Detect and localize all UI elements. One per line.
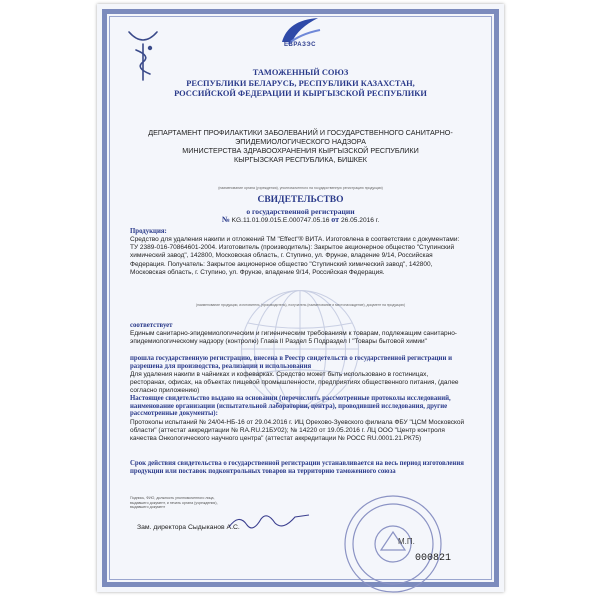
signature-fine-line: выдавшего документ xyxy=(130,505,166,509)
registration-heading: прошла государственную регистрацию, внесена в Реестр свидетельств о государственной регистрации и разрешена для производства, реализации и использования xyxy=(130,355,453,370)
basis-text: Протоколы испытаний № 24/04-НБ-16 от 29.04.2016 г. ИЦ Орехово-Зуевского филиала ФБУ "ЦСМ Московской области" (аттестат аккредитации № RA.RU.21БУ02); № 14220 от 19.05.2016 г. ЛЦ ООО "Центр контроля качества Онкологического научного центра" (аттестат аккредитации № РОСС RU.0001.21.РК75) xyxy=(130,419,465,443)
product-text: Средство для удаления накипи и отложений ТМ "Effect"® ВИТА. Изготовлена в соответствии с документами: ТУ 2389-016-70864601-2004. Изготовитель (производитель): Закрытое акционерное общество "Ступинский химический завод", 142800, Московская область, г. Ступино, ул. Фрунзе, владение 9/14, Российская Федерация. Получатель: Закрытое акционерное общество "Ступинский химический завод", 142800, Московская область, г. Ступино, ул. Фрунзе, владение 9/14, Российская Федерация. xyxy=(130,236,460,276)
signature-fine-line: выдавшего документ, и печать органа (учреждения), xyxy=(130,500,218,505)
department-line: ДЕПАРТАМЕНТ ПРОФИЛАКТИКИ ЗАБОЛЕВАНИЙ И ГОСУДАРСТВЕННОГО САНИТАРНО- xyxy=(148,128,453,137)
union-line: ТАМОЖЕННЫЙ СОЮЗ xyxy=(252,68,349,77)
department-line: МИНИСТЕРСТВА ЗДРАВООХРАНЕНИЯ КЫРГЫЗСКОЙ РЕСПУБЛИКИ xyxy=(182,146,419,155)
logo-text: ЕВРАЗЭС xyxy=(283,42,316,48)
compliance-text: Единым санитарно-эпидемиологическим и гигиеническим требованиям к товарам, подлежащим санитарно-эпидемиологическому надзору (контролю) Глава II Раздел 5 Подраздел I "Товары бытовой химии" xyxy=(130,330,457,346)
validity-text: Срок действия свидетельства о государственной регистрации устанавливается на весь период изготовления продукции или поставок подконтрольных товаров на территорию таможенного союза xyxy=(130,460,464,475)
department-line: ЭПИДЕМИОЛОГИЧЕСКОГО НАДЗОРА xyxy=(235,137,366,146)
basis-heading: Настоящее свидетельство выдано на основании (перечислить рассмотренные протоколы исследований, наименование организации (испытательной лаборатории, центра), проводившей исследования, другие рассмотренные документы): xyxy=(130,395,451,417)
department-block xyxy=(131,128,470,164)
registration-date: 26.05.2016 г. xyxy=(340,217,380,224)
certificate-title: СВИДЕТЕЛЬСТВО xyxy=(257,195,344,205)
compliance-heading: соответствует xyxy=(130,322,173,329)
product-heading: Продукция: xyxy=(130,228,167,235)
product-fine-print: (наименование продукции, изготовитель (производитель), получатель (наименование и местонахождение), документ на продукцию) xyxy=(195,303,406,307)
union-line: РОССИЙСКОЙ ФЕДЕРАЦИИ И КЫРГЫЗСКОЙ РЕСПУБЛИКИ xyxy=(174,89,427,98)
certificate-sheet xyxy=(97,4,504,592)
official-seal-icon xyxy=(341,492,445,596)
union-line: РЕСПУБЛИКИ БЕЛАРУСЬ, РЕСПУБЛИКИ КАЗАХСТАН, xyxy=(186,78,415,88)
certificate-subtitle: о государственной регистрации xyxy=(246,207,355,216)
registration-number-row xyxy=(137,215,464,224)
number-label: № xyxy=(221,215,230,224)
registration-number: KG.11.01.09.015.Е.000747.05.16 xyxy=(231,217,330,224)
date-label: от xyxy=(331,215,340,224)
registration-text: Для удаления накипи в чайниках и кофеварках. Средство может быть использовано в гостиницах, ресторанах, офисах, на объектах пищевой промышленности, предприятиях общественного питания, (далее согласно приложению) xyxy=(130,371,459,395)
department-line: КЫРГЫЗСКАЯ РЕСПУБЛИКА, БИШКЕК xyxy=(234,155,367,164)
signer-name: Зам. директора Сыдыканов А.С. xyxy=(137,524,240,531)
signature-fine-print xyxy=(130,496,255,510)
serial-number: 000821 xyxy=(415,553,452,564)
seal-label: М.П. xyxy=(398,537,415,546)
signature-fine-line: Подпись, ФИО, должность уполномоченного лица, xyxy=(130,496,215,500)
customs-union-heading xyxy=(137,68,464,100)
authority-fine-print: (наименование органа (учреждения), уполномоченного на государственную регистрацию продукции) xyxy=(218,186,383,190)
